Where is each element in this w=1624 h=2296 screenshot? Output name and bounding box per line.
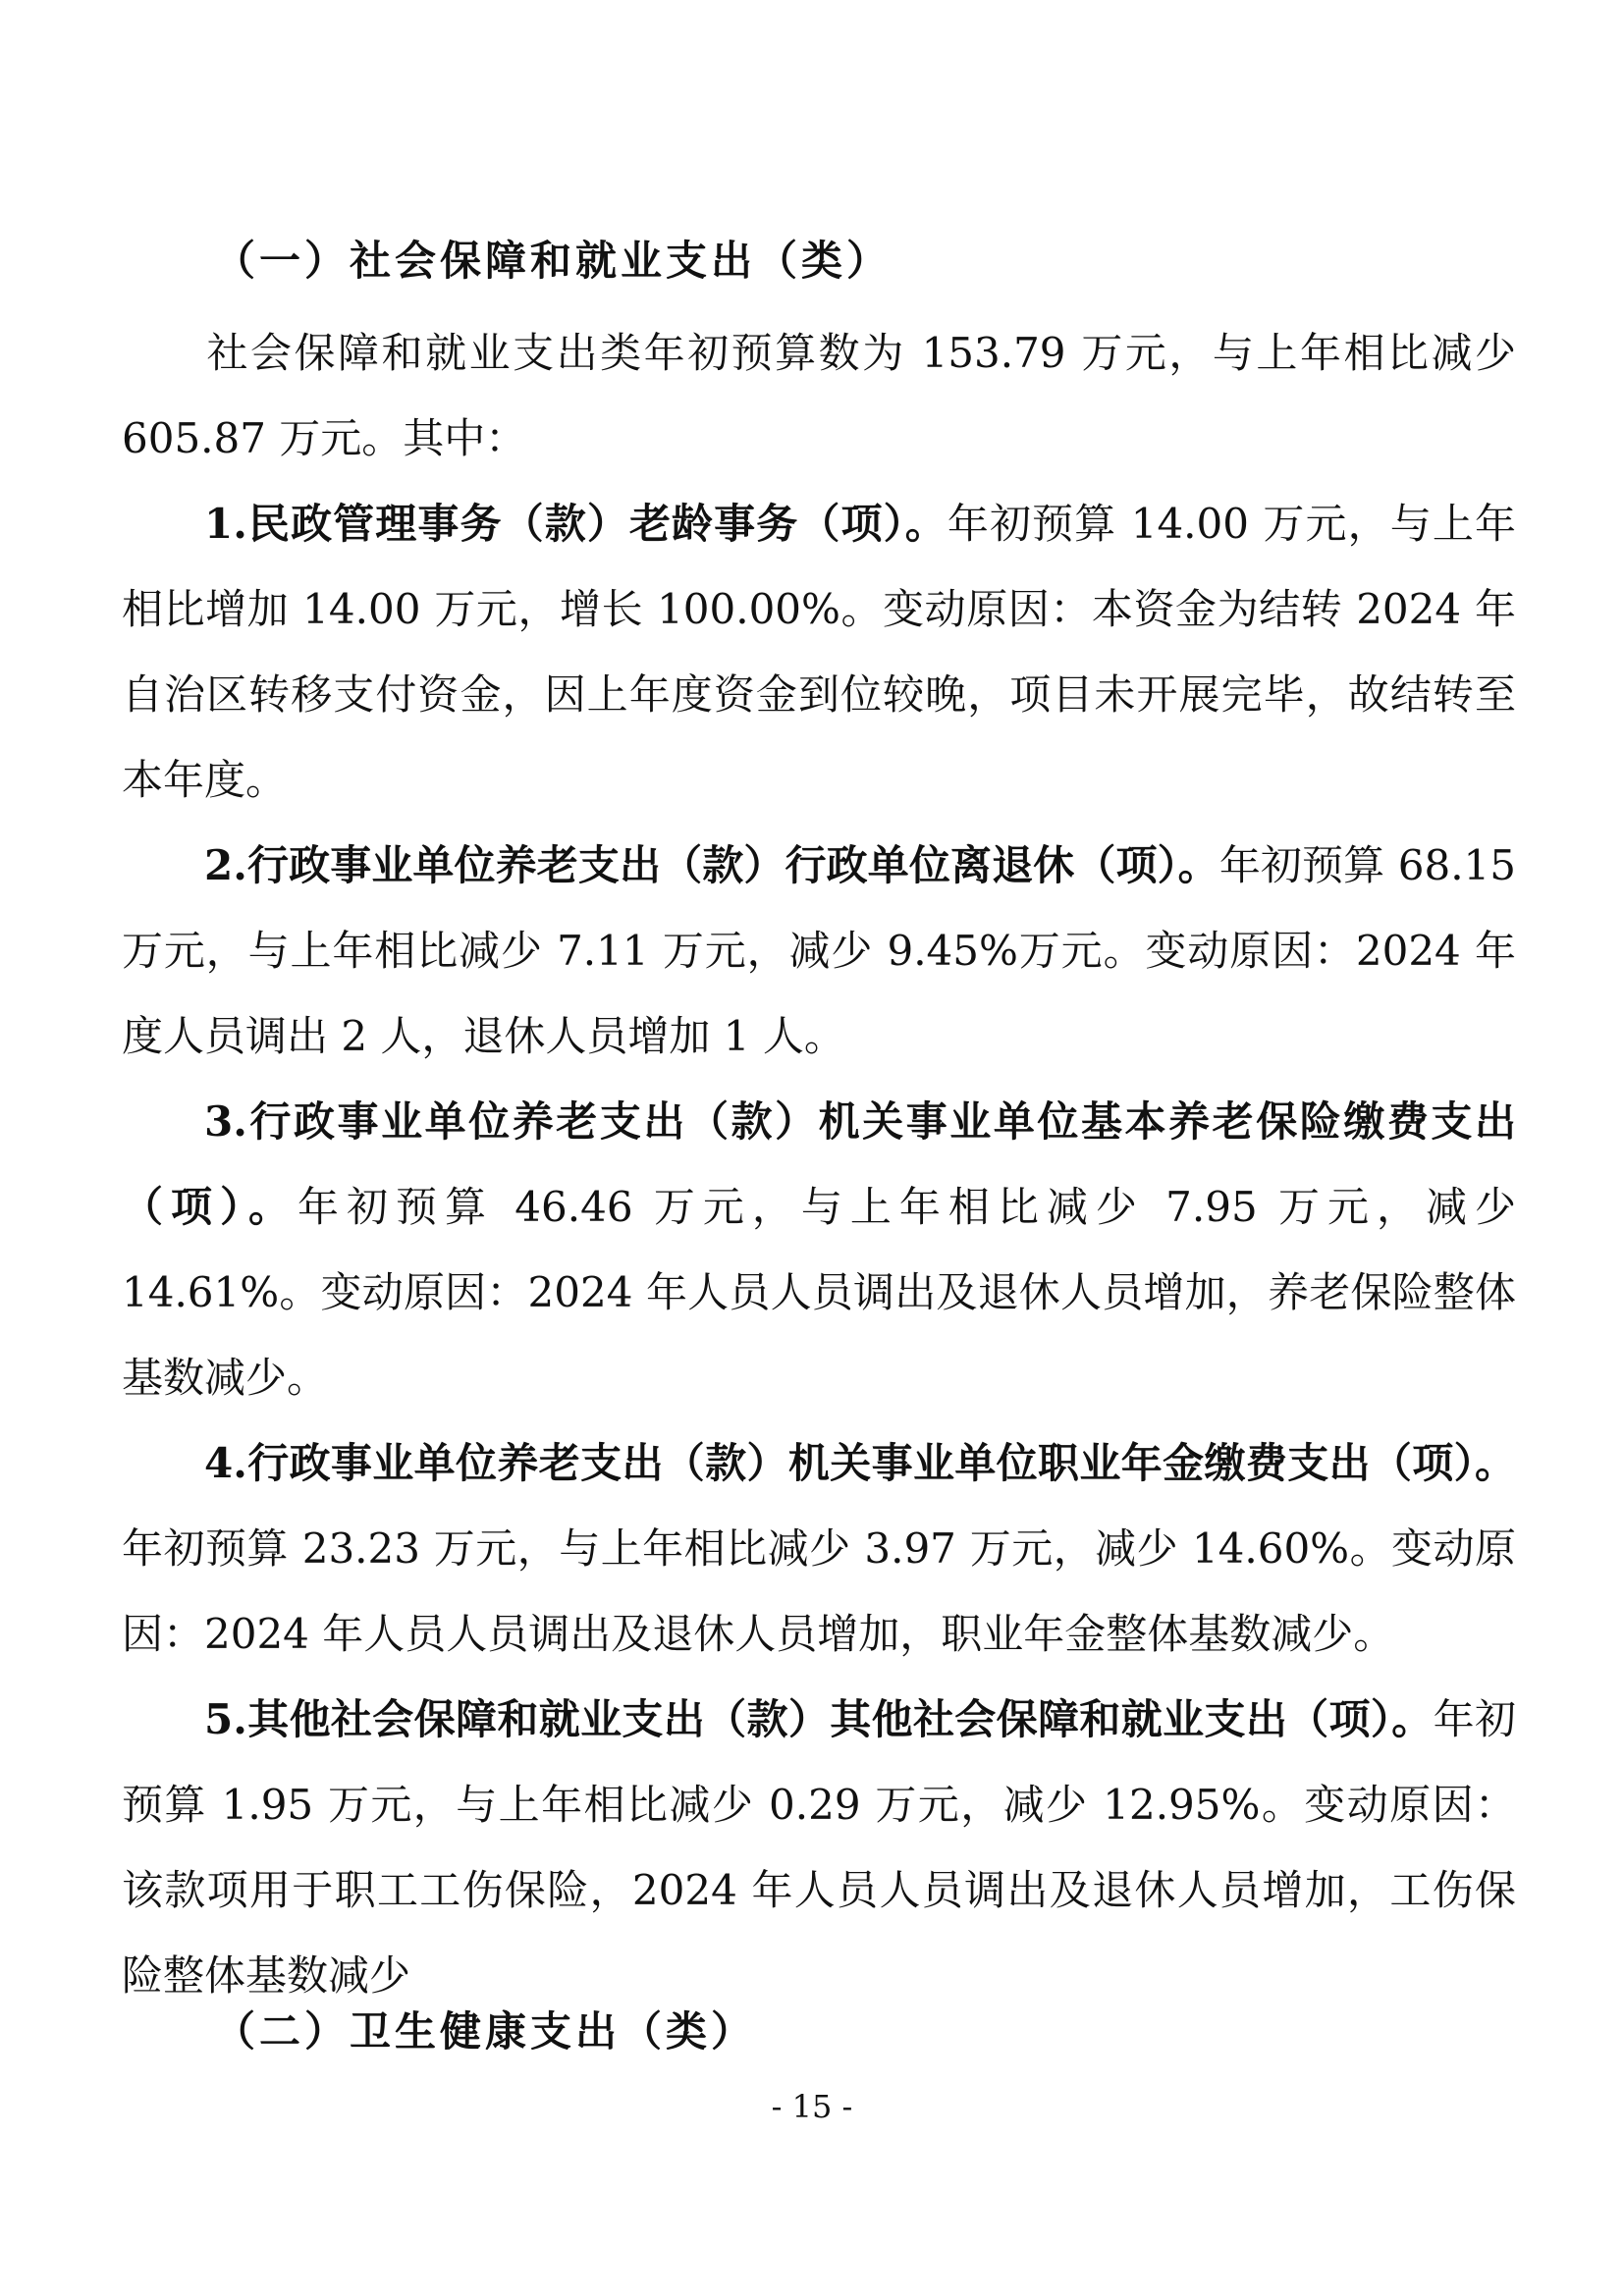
item-paragraph-2 xyxy=(122,823,1516,1079)
section-intro-paragraph xyxy=(122,310,1516,481)
item-title-1: 1.民政管理事务（款）老龄事务（项）。 xyxy=(204,500,947,548)
page-number: - 15 - xyxy=(771,2088,853,2125)
item-body-4: 年初预算 23.23 万元，与上年相比减少 3.97 万元，减少 14.60%。变动原因：2024 年人员人员调出及退休人员增加，职业年金整体基数减少。 xyxy=(122,1524,1516,1658)
item-paragraph-3 xyxy=(122,1079,1516,1420)
item-paragraph-4 xyxy=(122,1420,1516,1677)
item-paragraph-1 xyxy=(122,481,1516,823)
item-title-4: 4.行政事业单位养老支出（款）机关事业单位职业年金缴费支出（项）。 xyxy=(204,1439,1516,1487)
item-body-3: 年初预算 46.46 万元，与上年相比减少 7.95 万元，减少 14.61%。变动原因：2024 年人员人员调出及退休人员增加，养老保险整体基数减少。 xyxy=(122,1183,1516,1402)
item-body-5: 年初预算 1.95 万元，与上年相比减少 0.29 万元，减少 12.95%。变动原因：该款项用于职工工伤保险，2024 年人员人员调出及退休人员增加，工伤保险整体基数减少 xyxy=(122,1695,1516,2000)
intro-text: 社会保障和就业支出类年初预算数为 153.79 万元，与上年相比减少 605.87 万元。其中： xyxy=(122,329,1516,462)
item-title-5: 5.其他社会保障和就业支出（款）其他社会保障和就业支出（项）。 xyxy=(204,1695,1434,1743)
item-title-2: 2.行政事业单位养老支出（款）行政单位离退休（项）。 xyxy=(204,841,1219,889)
item-body-1: 年初预算 14.00 万元，与上年相比增加 14.00 万元，增长 100.00%。变动原因：本资金为结转 2024 年自治区转移支付资金，因上年度资金到位较晚，项目未开展完毕，故结转至本年度。 xyxy=(122,500,1516,804)
section-heading-social-security: （一）社会保障和就业支出（类） xyxy=(214,237,893,285)
section-heading-health: （二）卫生健康支出（类） xyxy=(214,2007,757,2056)
item-body-2: 年初预算 68.15 万元，与上年相比减少 7.11 万元，减少 9.45%万元。变动原因：2024 年度人员调出 2 人，退休人员增加 1 人。 xyxy=(122,841,1516,1060)
item-title-3: 3.行政事业单位养老支出（款）机关事业单位基本养老保险缴费支出（项）。 xyxy=(122,1097,1516,1231)
item-paragraph-5 xyxy=(122,1677,1516,2018)
